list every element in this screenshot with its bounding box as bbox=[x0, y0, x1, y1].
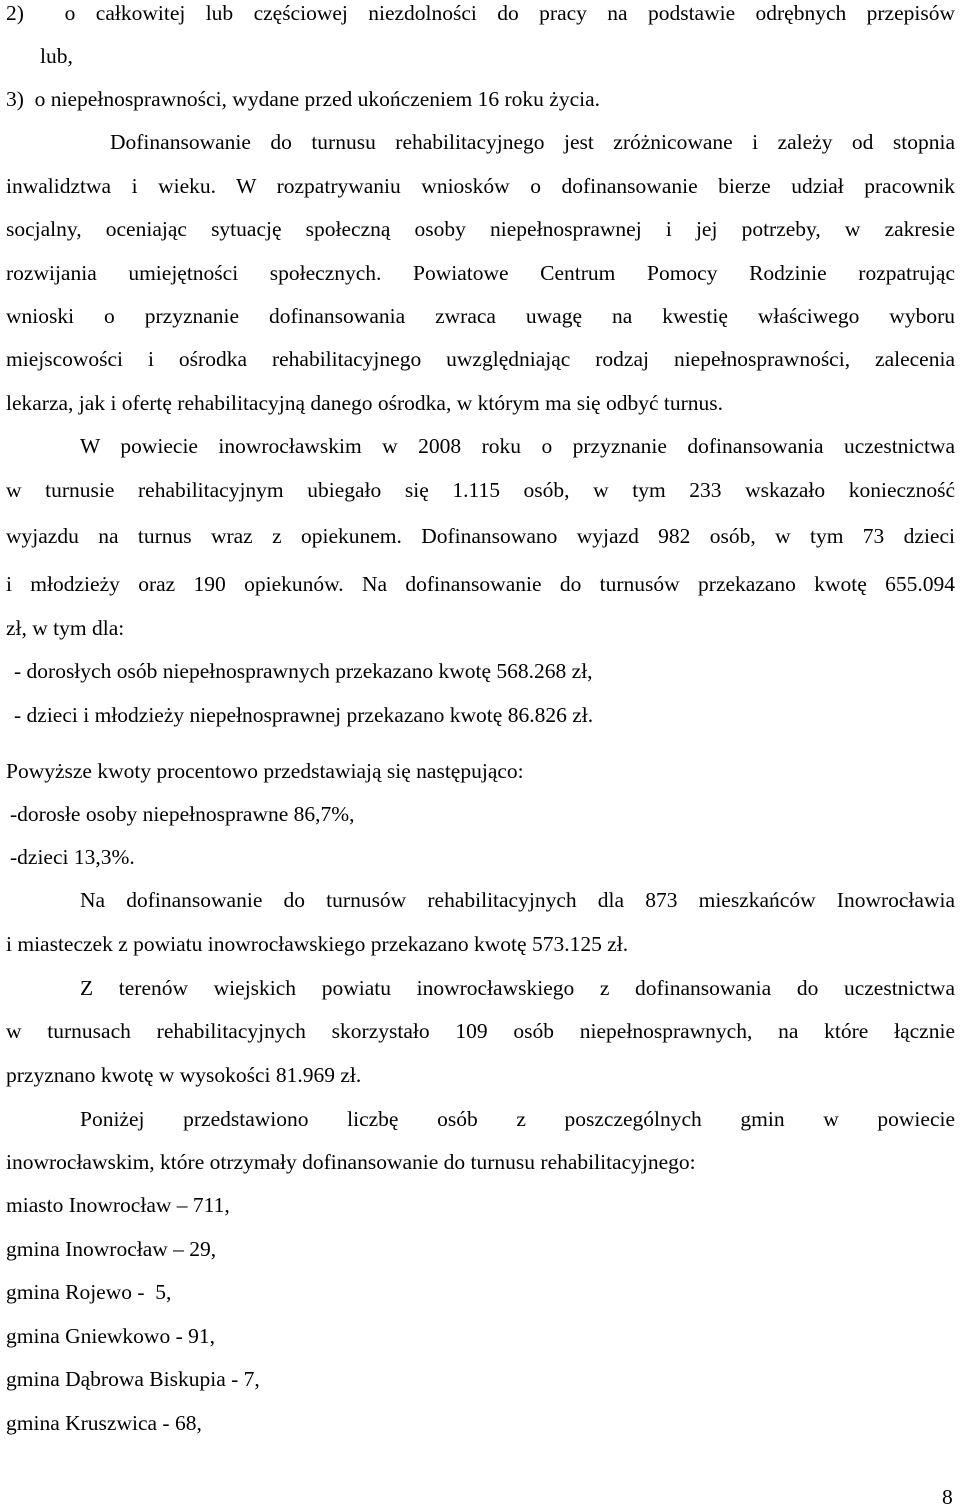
text-line: socjalny, oceniając sytuację społeczną osoby niepełnosprawnej i jej potrzeby, w zakresie bbox=[6, 217, 955, 241]
bullet-line: -dorosłe osoby niepełnosprawne 86,7%, bbox=[10, 802, 355, 826]
text-line: zł, w tym dla: bbox=[6, 616, 125, 640]
text-line: inowrocławskim, które otrzymały dofinansowanie do turnusu rehabilitacyjnego: bbox=[6, 1150, 696, 1174]
text-line: miejscowości i ośrodka rehabilitacyjnego uwzględniając rodzaj niepełnosprawności, zalecenia bbox=[6, 347, 955, 371]
list-item: gmina Gniewkowo - 91, bbox=[6, 1324, 215, 1348]
text-line: Na dofinansowanie do turnusów rehabilitacyjnych dla 873 mieszkańców Inowrocławia bbox=[80, 888, 955, 912]
text-line: Poniżej przedstawiono liczbę osób z poszczególnych gmin w powiecie bbox=[80, 1107, 955, 1131]
document-page bbox=[6, 0, 956, 1509]
text-line: w turnusie rehabilitacyjnym ubiegało się 1.115 osób, w tym 233 wskazało konieczność bbox=[6, 478, 955, 502]
text-line: 3) o niepełnosprawności, wydane przed ukończeniem 16 roku życia. bbox=[6, 87, 601, 111]
bullet-line: -dzieci 13,3%. bbox=[10, 845, 135, 869]
text-line: wnioski o przyznanie dofinansowania zwraca uwagę na kwestię właściwego wyboru bbox=[6, 304, 955, 328]
text-line: lekarza, jak i ofertę rehabilitacyjną danego ośrodka, w którym ma się odbyć turnus. bbox=[6, 391, 724, 415]
list-item: miasto Inowrocław – 711, bbox=[6, 1193, 230, 1217]
text-line: Dofinansowanie do turnusu rehabilitacyjnego jest zróżnicowane i zależy od stopnia bbox=[110, 130, 955, 154]
text-line: W powiecie inowrocławskim w 2008 roku o przyznanie dofinansowania uczestnictwa bbox=[80, 434, 955, 458]
page-number: 8 bbox=[942, 1485, 953, 1509]
bullet-line: - dorosłych osób niepełnosprawnych przekazano kwotę 568.268 zł, bbox=[14, 659, 593, 683]
text-line: lub, bbox=[40, 44, 73, 68]
text-line: i młodzieży oraz 190 opiekunów. Na dofinansowanie do turnusów przekazano kwotę 655.094 bbox=[6, 572, 955, 596]
text-line: przyznano kwotę w wysokości 81.969 zł. bbox=[6, 1063, 362, 1087]
list-item: gmina Dąbrowa Biskupia - 7, bbox=[6, 1367, 260, 1391]
text-line: i miasteczek z powiatu inowrocławskiego przekazano kwotę 573.125 zł. bbox=[6, 932, 629, 956]
text-line: rozwijania umiejętności społecznych. Powiatowe Centrum Pomocy Rodzinie rozpatrując bbox=[6, 261, 955, 285]
list-item: gmina Kruszwica - 68, bbox=[6, 1411, 202, 1435]
text-line: 2) o całkowitej lub częściowej niezdolności do pracy na podstawie odrębnych przepisów bbox=[6, 1, 955, 25]
list-item: gmina Inowrocław – 29, bbox=[6, 1237, 217, 1261]
bullet-line: - dzieci i młodzieży niepełnosprawnej przekazano kwotę 86.826 zł. bbox=[14, 703, 594, 727]
text-line: Z terenów wiejskich powiatu inowrocławskiego z dofinansowania do uczestnictwa bbox=[80, 976, 955, 1000]
text-line: inwalidztwa i wieku. W rozpatrywaniu wniosków o dofinansowanie bierze udział pracownik bbox=[6, 174, 955, 198]
list-item: gmina Rojewo - 5, bbox=[6, 1280, 172, 1304]
text-line: w turnusach rehabilitacyjnych skorzystało 109 osób niepełnosprawnych, na które łącznie bbox=[6, 1019, 955, 1043]
text-line: Powyższe kwoty procentowo przedstawiają się następująco: bbox=[6, 759, 524, 783]
text-line: wyjazdu na turnus wraz z opiekunem. Dofinansowano wyjazd 982 osób, w tym 73 dzieci bbox=[6, 524, 955, 548]
